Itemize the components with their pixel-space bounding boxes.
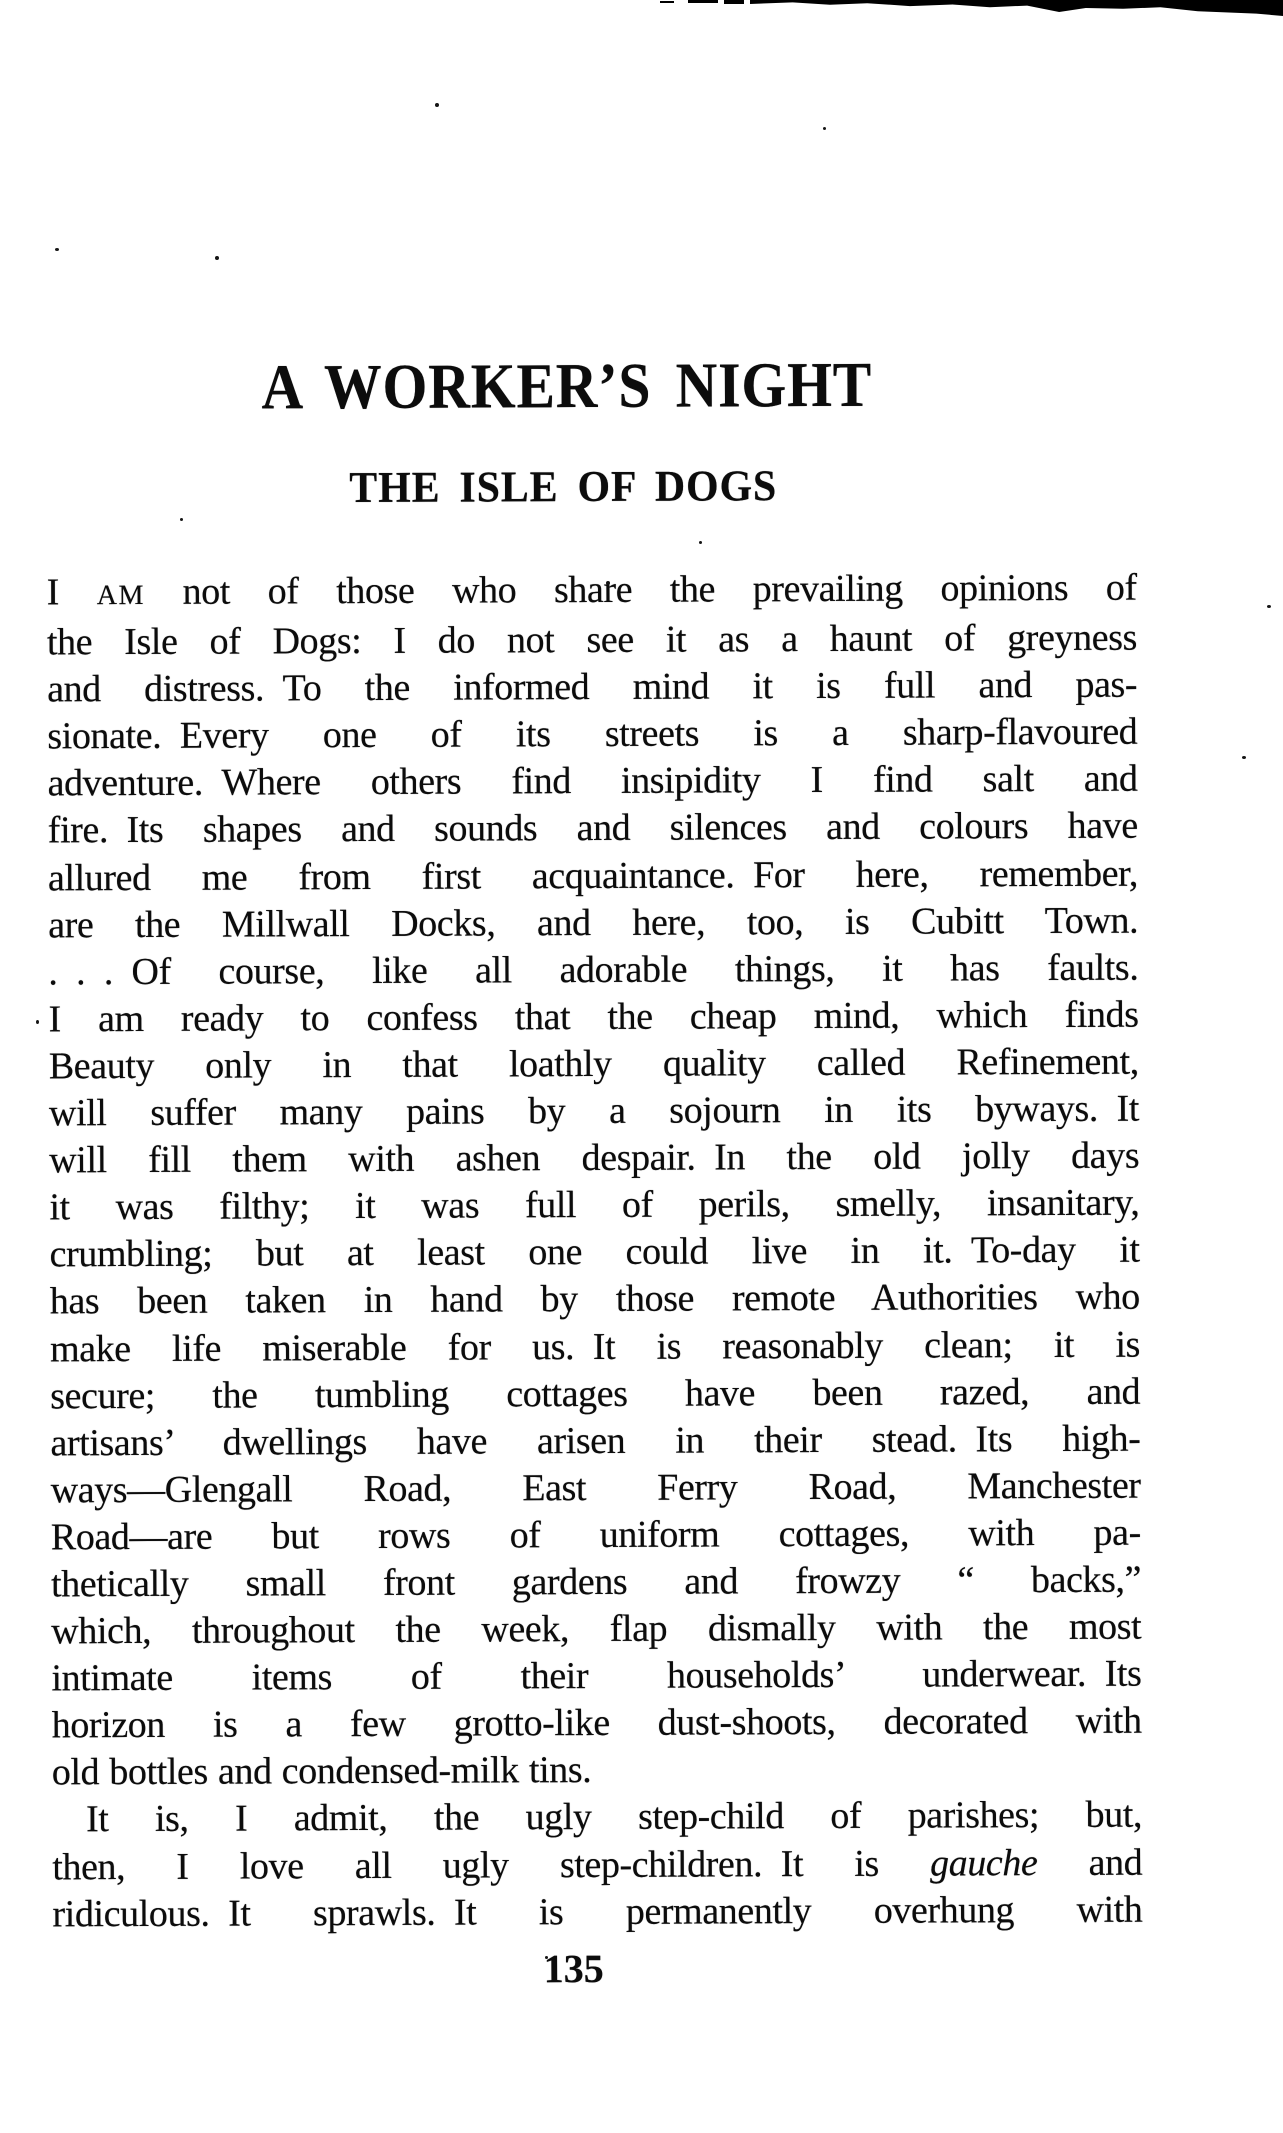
text-segment: fire. Its shapes and sounds and silences and colours have: [47, 805, 1138, 852]
text-line: [52, 1886, 1142, 1938]
text-segment: artisans’ dwellings have arisen in their stead. Its high-: [50, 1417, 1141, 1465]
text-segment: Road—are but rows of uniform cottages, with pa-: [50, 1511, 1141, 1559]
text-line: [50, 1321, 1140, 1373]
chapter-title: A WORKER’S NIGHT: [261, 348, 873, 423]
page-content: [44, 0, 1143, 2133]
text-line: [49, 1133, 1139, 1185]
scan-speck: [36, 1020, 39, 1024]
text-segment: intimate items of their households’ underwear. Its: [51, 1652, 1142, 1700]
text-line: [51, 1462, 1141, 1514]
body-text: [47, 565, 1143, 1938]
text-line: [52, 1745, 1142, 1797]
text-line: [48, 803, 1138, 855]
text-segment: . . . Of course, like all adorable things, it has faults.: [48, 946, 1139, 994]
text-segment: allured me from first acquaintance. For here, remember,: [47, 852, 1139, 899]
text-segment: It is, I admit, the ugly step-child of parishes; but,: [85, 1794, 1143, 1841]
text-line: [48, 991, 1138, 1043]
text-segment: AM: [96, 579, 146, 612]
text-segment: are the Millwall Docks, and here, too, is Cubitt Town.: [48, 899, 1139, 947]
text-segment: I: [46, 571, 97, 614]
scan-speck: [1242, 756, 1246, 759]
text-segment: has been taken in hand by those remote Authorities who: [49, 1276, 1140, 1323]
text-line: [48, 850, 1138, 902]
text-segment: the Isle of Dogs: I do not see it as a haunt of greyness: [46, 616, 1138, 664]
text-line: [52, 1792, 1142, 1844]
text-segment: make life miserable for us. It is reasonably clean; it is: [49, 1323, 1141, 1370]
text-line: [47, 756, 1137, 808]
text-line: [49, 1086, 1139, 1138]
text-segment: horizon is a few grotto-like dust-shoots, decorated with: [51, 1699, 1142, 1747]
text-segment: old bottles and condensed-milk tins.: [51, 1749, 592, 1794]
text-segment: sionate. Every one of its streets is a sharp-flavoured: [47, 710, 1138, 758]
text-segment: will fill them with ashen despair. In the old jolly days: [49, 1134, 1140, 1182]
text-line: [48, 897, 1138, 949]
text-line: [51, 1604, 1141, 1656]
text-segment: crumbling; but at least one could live in it. To-day it: [49, 1228, 1140, 1276]
text-line: [51, 1651, 1141, 1703]
text-segment: gauche: [929, 1841, 1038, 1885]
text-segment: adventure. Where others find insipidity I find salt and: [47, 757, 1138, 805]
text-segment: not of those who share the prevailing opinions of: [144, 566, 1137, 613]
text-line: [52, 1698, 1142, 1750]
text-segment: ways—Glengall Road, East Ferry Road, Manchester: [50, 1464, 1141, 1512]
text-line: [52, 1839, 1142, 1891]
section-subtitle: THE ISLE OF DOGS: [349, 461, 778, 513]
text-segment: I am ready to confess that the cheap mind, which finds: [48, 993, 1139, 1041]
text-line: [51, 1509, 1141, 1561]
text-line: [48, 944, 1138, 996]
text-line: [49, 1180, 1139, 1232]
text-line: [47, 709, 1137, 761]
text-segment: and: [1037, 1841, 1143, 1884]
scan-speck: [1267, 605, 1271, 608]
text-segment: ridiculous. It sprawls. It is permanently overhung with: [52, 1888, 1143, 1935]
text-line: [47, 615, 1137, 667]
text-line: [50, 1227, 1140, 1279]
text-segment: which, throughout the week, flap dismally with the most: [51, 1605, 1142, 1653]
text-line: [50, 1368, 1140, 1420]
text-segment: it was filthy; it was full of perils, smelly, insanitary,: [49, 1181, 1140, 1229]
text-line: [50, 1415, 1140, 1467]
text-line: [50, 1274, 1140, 1326]
text-segment: secure; the tumbling cottages have been razed, and: [50, 1370, 1141, 1417]
text-segment: will suffer many pains by a sojourn in its byways. It: [48, 1087, 1140, 1135]
text-segment: thetically small front gardens and frowzy “ backs,”: [50, 1558, 1142, 1606]
page-number: 135: [543, 1945, 604, 1992]
text-line: [47, 662, 1137, 714]
text-segment: Beauty only in that loathly quality called Refinement,: [48, 1040, 1139, 1088]
text-line: [47, 565, 1137, 620]
text-segment: then, I love all ugly step-children. It is: [52, 1842, 931, 1888]
text-segment: and distress. To the informed mind it is full and pas-: [47, 663, 1138, 711]
text-line: [49, 1039, 1139, 1091]
text-line: [51, 1557, 1141, 1609]
